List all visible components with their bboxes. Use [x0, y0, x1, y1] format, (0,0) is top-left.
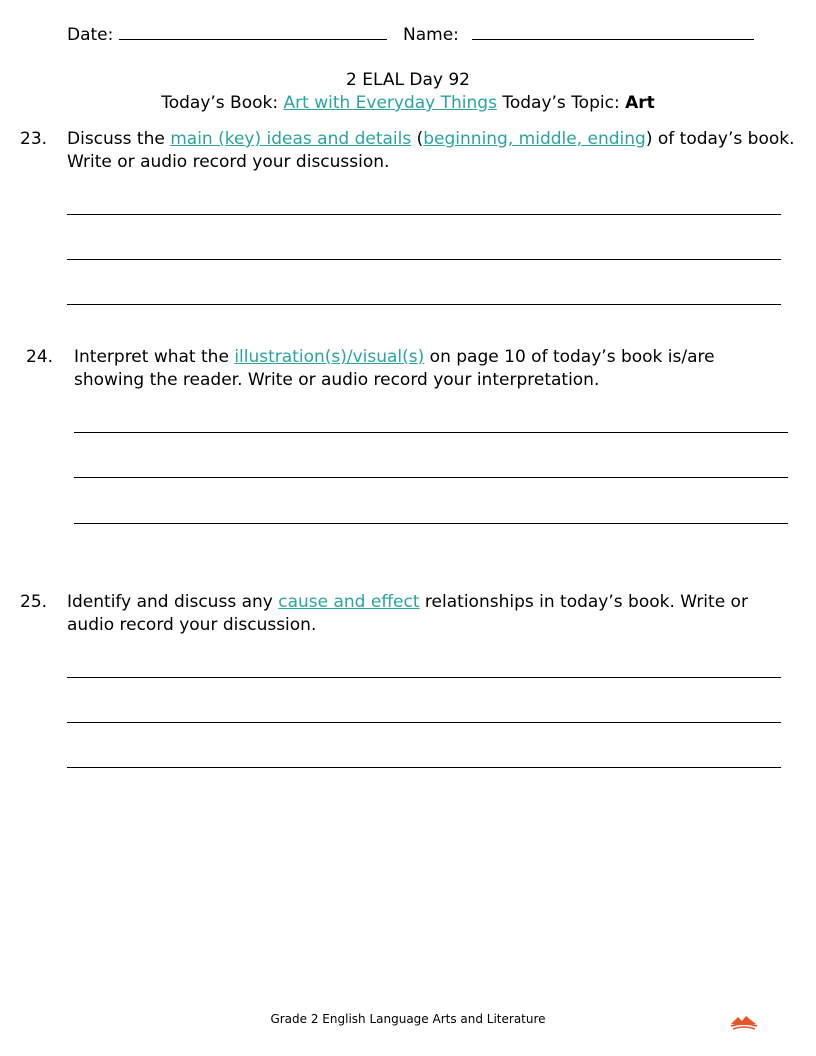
question-number: 25. [20, 592, 48, 612]
name-field [403, 25, 754, 45]
main-ideas-link[interactable]: main (key) ideas and details [170, 129, 412, 149]
book-topic-line [0, 93, 816, 113]
answer-line[interactable] [67, 214, 781, 215]
question-number: 24. [26, 347, 54, 367]
topic-label: Today’s Topic: [502, 93, 620, 113]
answer-line[interactable] [74, 432, 788, 433]
name-label: Name: [403, 25, 459, 45]
question-23-text: Discuss the main (key) ideas and details (beginning, middle, ending) of today’s book. Write or audio record your discussion. [67, 129, 795, 172]
answer-line[interactable] [67, 259, 781, 260]
answer-line[interactable] [74, 477, 788, 478]
cause-and-effect-link[interactable]: cause and effect [278, 592, 420, 612]
answer-line[interactable] [74, 523, 788, 524]
answer-line[interactable] [67, 304, 781, 305]
question-24-text: Interpret what the illustration(s)/visual(s) on page 10 of today’s book is/are showing the reader. Write or audio record your interpretation. [74, 347, 715, 390]
date-label: Date: [67, 25, 114, 45]
mountain-logo-icon [729, 1014, 759, 1032]
beginning-middle-ending-link[interactable]: beginning, middle, ending [423, 129, 646, 149]
topic-value: Art [625, 93, 655, 113]
date-field [67, 25, 387, 45]
answer-line[interactable] [67, 767, 781, 768]
footer-text: Grade 2 English Language Arts and Literature [270, 1012, 546, 1026]
answer-line[interactable] [67, 677, 781, 678]
name-blank-line[interactable] [472, 39, 754, 40]
date-blank-line[interactable] [119, 39, 387, 40]
illustrations-visuals-link[interactable]: illustration(s)/visual(s) [234, 347, 425, 367]
book-link[interactable]: Art with Everyday Things [283, 93, 497, 113]
answer-line[interactable] [67, 722, 781, 723]
question-25-text: Identify and discuss any cause and effect relationships in today’s book. Write or audio record your discussion. [67, 592, 748, 635]
question-number: 23. [20, 129, 48, 149]
lesson-title: 2 ELAL Day 92 [346, 70, 470, 90]
book-label: Today’s Book: [161, 93, 279, 113]
